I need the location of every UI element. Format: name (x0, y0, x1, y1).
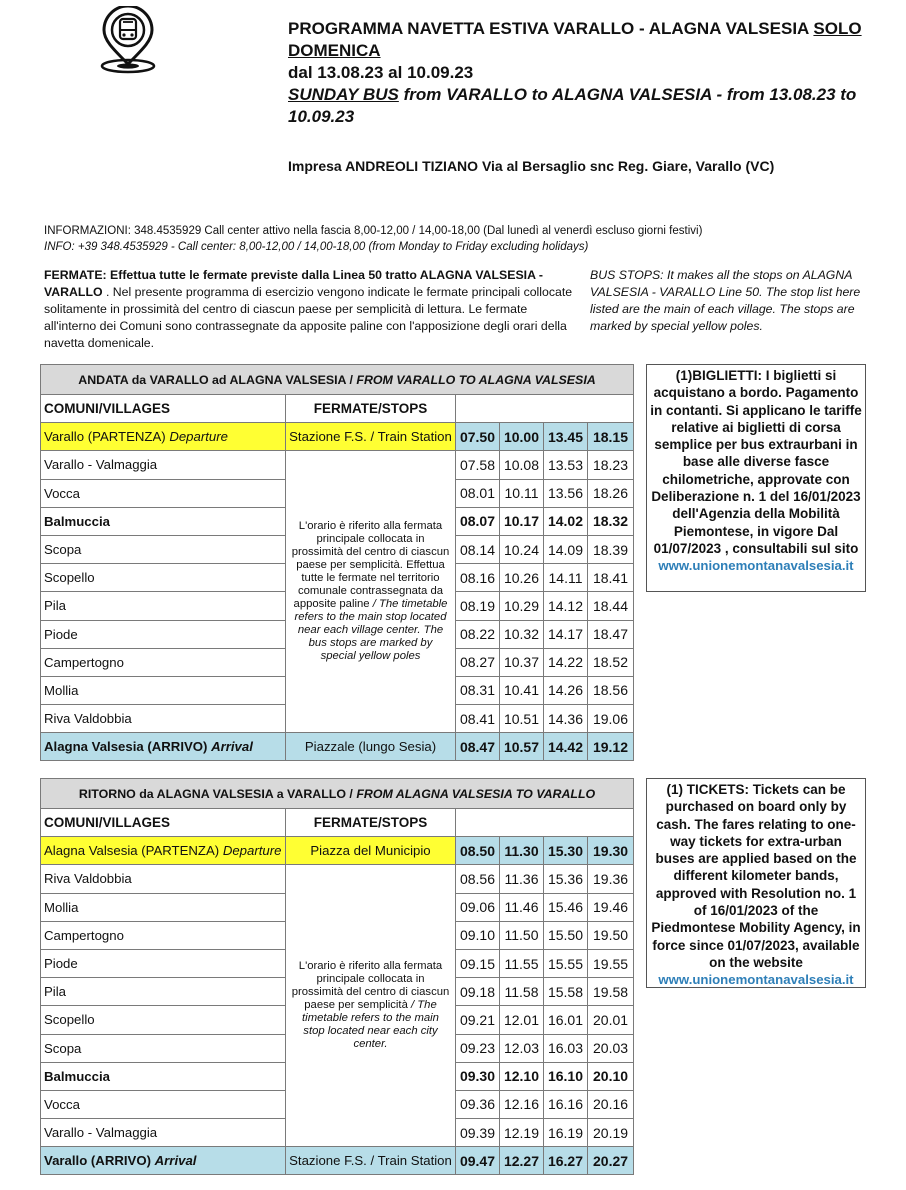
tickets-text-en: (1) TICKETS: Tickets can be purchased on board only by cash. The fares relating to one-way tickets for extra-urban buses are applied based on the different kilometer bands, approved with Resolution no. 1 of 16/01/2023 of the Piedmontese Mobility Agency, in force since 01/07/2023, available on the website (651, 782, 861, 970)
time-cell: 18.23 (588, 451, 634, 479)
time-cell: 12.01 (500, 1006, 544, 1034)
bus-stops-paragraph: BUS STOPS: It makes all the stops on ALAGNA VALSESIA - VARALLO Line 50. The stop list here listed are the main of each village. The stops are marked by special yellow poles. (590, 268, 861, 333)
stops-note: L'orario è riferito alla fermata principale collocata in prossimità del centro di ciascun paese per semplicità. Effettua tutte le fermate nel territorio comunale contrassegnata da apposite paline / The timetable refers to the main stop located near each village center. The bus stops are marked by special yellow poles (286, 451, 456, 733)
time-cell: 19.30 (588, 837, 634, 865)
time-cell: 10.37 (500, 648, 544, 676)
table-row (41, 1147, 634, 1175)
village-cell: Piode (41, 949, 286, 977)
village-cell: Balmuccia (41, 1062, 286, 1090)
time-cell: 12.27 (500, 1147, 544, 1175)
time-cell: 18.56 (588, 676, 634, 704)
col-times (456, 395, 634, 423)
time-cell: 15.50 (544, 921, 588, 949)
time-cell: 11.55 (500, 949, 544, 977)
company-line: Impresa ANDREOLI TIZIANO Via al Bersaglio snc Reg. Giare, Varallo (VC) (288, 158, 775, 174)
time-cell: 12.03 (500, 1034, 544, 1062)
time-cell: 14.02 (544, 507, 588, 535)
time-cell: 19.36 (588, 865, 634, 893)
time-cell: 15.58 (544, 978, 588, 1006)
table-row (41, 423, 634, 451)
time-cell: 10.26 (500, 564, 544, 592)
time-cell: 18.26 (588, 479, 634, 507)
village-cell: Vocca (41, 479, 286, 507)
village-cell: Riva Valdobbia (41, 705, 286, 733)
time-cell: 14.22 (544, 648, 588, 676)
bus-location-pin-icon (98, 6, 158, 74)
time-cell: 07.50 (456, 423, 500, 451)
time-cell: 09.23 (456, 1034, 500, 1062)
tickets-info-it (646, 364, 866, 592)
time-cell: 16.01 (544, 1006, 588, 1034)
time-cell: 14.11 (544, 564, 588, 592)
village-cell: Piode (41, 620, 286, 648)
village-cell: Riva Valdobbia (41, 865, 286, 893)
village-cell: Scopello (41, 564, 286, 592)
col-stops: FERMATE/STOPS (286, 809, 456, 837)
document-header (288, 18, 878, 128)
time-cell: 14.09 (544, 535, 588, 563)
time-cell: 10.41 (500, 676, 544, 704)
time-cell: 18.32 (588, 507, 634, 535)
program-dates: dal 13.08.23 al 10.09.23 (288, 63, 474, 82)
time-cell: 18.52 (588, 648, 634, 676)
time-cell: 11.58 (500, 978, 544, 1006)
village-cell: Balmuccia (41, 507, 286, 535)
program-title-en: SUNDAY BUS from VARALLO to ALAGNA VALSESIA - from 13.08.23 to 10.09.23 (288, 85, 857, 126)
time-cell: 07.58 (456, 451, 500, 479)
time-cell: 09.39 (456, 1119, 500, 1147)
time-cell: 08.22 (456, 620, 500, 648)
info-block (44, 223, 702, 255)
table-row (41, 837, 634, 865)
village-cell: Scopa (41, 1034, 286, 1062)
website-link[interactable]: www.unionemontanavalsesia.it (658, 972, 854, 988)
col-stops: FERMATE/STOPS (286, 395, 456, 423)
time-cell: 19.06 (588, 705, 634, 733)
time-cell: 15.46 (544, 893, 588, 921)
village-cell: Vocca (41, 1090, 286, 1118)
time-cell: 13.53 (544, 451, 588, 479)
time-cell: 10.57 (500, 733, 544, 761)
village-cell: Mollia (41, 893, 286, 921)
return-title: RITORNO da ALAGNA VALSESIA a VARALLO / FROM ALAGNA VALSESIA TO VARALLO (41, 779, 634, 809)
table-row (41, 451, 634, 479)
village-cell: Campertogno (41, 921, 286, 949)
time-cell: 10.24 (500, 535, 544, 563)
stops-note: L'orario è riferito alla fermata principale collocata in prossimità del centro di ciascun paese per semplicità / The timetable refers to the main stop located near each city center. (286, 865, 456, 1147)
table-row (41, 733, 634, 761)
time-cell: 09.10 (456, 921, 500, 949)
time-cell: 10.11 (500, 479, 544, 507)
time-cell: 14.36 (544, 705, 588, 733)
time-cell: 08.19 (456, 592, 500, 620)
time-cell: 08.27 (456, 648, 500, 676)
time-cell: 08.07 (456, 507, 500, 535)
village-cell: Scopa (41, 535, 286, 563)
village-cell: Varallo - Valmaggia (41, 1119, 286, 1147)
time-cell: 16.27 (544, 1147, 588, 1175)
village-cell: Alagna Valsesia (PARTENZA) Departure (41, 837, 286, 865)
stop-cell: Piazzale (lungo Sesia) (286, 733, 456, 761)
village-cell: Pila (41, 592, 286, 620)
table-row (41, 865, 634, 893)
village-cell: Campertogno (41, 648, 286, 676)
time-cell: 08.14 (456, 535, 500, 563)
time-cell: 18.47 (588, 620, 634, 648)
return-timetable (40, 778, 634, 1175)
time-cell: 16.10 (544, 1062, 588, 1090)
time-cell: 12.16 (500, 1090, 544, 1118)
time-cell: 08.01 (456, 479, 500, 507)
time-cell: 18.44 (588, 592, 634, 620)
time-cell: 16.19 (544, 1119, 588, 1147)
time-cell: 19.46 (588, 893, 634, 921)
outbound-title: ANDATA da VARALLO ad ALAGNA VALSESIA / FROM VARALLO TO ALAGNA VALSESIA (41, 365, 634, 395)
tickets-text-it: (1)BIGLIETTI: I biglietti si acquistano a bordo. Pagamento in contanti. Si applicano le tariffe relative ai biglietti di corsa semplice per bus extraurbani in base alle diverse fasce chilometriche, approvate con Deliberazione n. 1 del 16/01/2023 dell'Agenzia della Mobilità Piemontese, in vigore Dal 01/07/2023 , consultabili sul sito (650, 368, 862, 556)
stop-cell: Piazza del Municipio (286, 837, 456, 865)
time-cell: 13.45 (544, 423, 588, 451)
time-cell: 20.01 (588, 1006, 634, 1034)
time-cell: 12.19 (500, 1119, 544, 1147)
time-cell: 16.16 (544, 1090, 588, 1118)
time-cell: 14.42 (544, 733, 588, 761)
time-cell: 10.29 (500, 592, 544, 620)
info-line-en: INFO: +39 348.4535929 - Call center: 8,00-12,00 / 14,00-18,00 (from Monday to Friday excluding holidays) (44, 241, 589, 253)
time-cell: 09.18 (456, 978, 500, 1006)
outbound-timetable (40, 364, 634, 761)
time-cell: 10.17 (500, 507, 544, 535)
village-cell: Alagna Valsesia (ARRIVO) Arrival (41, 733, 286, 761)
time-cell: 09.36 (456, 1090, 500, 1118)
time-cell: 09.15 (456, 949, 500, 977)
time-cell: 12.10 (500, 1062, 544, 1090)
village-cell: Varallo (PARTENZA) Departure (41, 423, 286, 451)
time-cell: 14.26 (544, 676, 588, 704)
col-villages: COMUNI/VILLAGES (41, 809, 286, 837)
time-cell: 18.39 (588, 535, 634, 563)
time-cell: 11.30 (500, 837, 544, 865)
time-cell: 19.50 (588, 921, 634, 949)
time-cell: 08.31 (456, 676, 500, 704)
program-title: PROGRAMMA NAVETTA ESTIVA VARALLO - ALAGNA VALSESIA SOLO DOMENICA (288, 19, 862, 60)
time-cell: 19.55 (588, 949, 634, 977)
time-cell: 11.46 (500, 893, 544, 921)
time-cell: 10.51 (500, 705, 544, 733)
time-cell: 09.47 (456, 1147, 500, 1175)
time-cell: 14.17 (544, 620, 588, 648)
col-times (456, 809, 634, 837)
time-cell: 08.16 (456, 564, 500, 592)
village-cell: Varallo (ARRIVO) Arrival (41, 1147, 286, 1175)
time-cell: 18.41 (588, 564, 634, 592)
village-cell: Pila (41, 978, 286, 1006)
time-cell: 19.12 (588, 733, 634, 761)
fermate-paragraph: FERMATE: Effettua tutte le fermate previste dalla Linea 50 tratto ALAGNA VALSESIA - VARALLO . Nel presente programma di esercizio vengono indicate le fermate principali collocate solitamente in prossimità del centro di ciascun paese per semplicità di lettura. Le fermate all'interno dei Comuni sono contrassegnate da apposite paline con l'apposizione degli orari della navetta domenicale. (44, 268, 573, 350)
col-villages: COMUNI/VILLAGES (41, 395, 286, 423)
time-cell: 09.06 (456, 893, 500, 921)
time-cell: 15.55 (544, 949, 588, 977)
time-cell: 08.47 (456, 733, 500, 761)
time-cell: 11.50 (500, 921, 544, 949)
time-cell: 19.58 (588, 978, 634, 1006)
village-cell: Scopello (41, 1006, 286, 1034)
time-cell: 20.19 (588, 1119, 634, 1147)
stop-cell: Stazione F.S. / Train Station (286, 1147, 456, 1175)
time-cell: 13.56 (544, 479, 588, 507)
info-line-it: INFORMAZIONI: 348.4535929 Call center attivo nella fascia 8,00-12,00 / 14,00-18,00 (Dal lunedì al venerdì escluso giorni festivi) (44, 225, 703, 237)
time-cell: 20.16 (588, 1090, 634, 1118)
time-cell: 14.12 (544, 592, 588, 620)
time-cell: 11.36 (500, 865, 544, 893)
time-cell: 20.10 (588, 1062, 634, 1090)
time-cell: 08.56 (456, 865, 500, 893)
stop-cell: Stazione F.S. / Train Station (286, 423, 456, 451)
time-cell: 09.30 (456, 1062, 500, 1090)
tickets-info-en (646, 778, 866, 988)
time-cell: 18.15 (588, 423, 634, 451)
time-cell: 08.41 (456, 705, 500, 733)
time-cell: 20.03 (588, 1034, 634, 1062)
time-cell: 16.03 (544, 1034, 588, 1062)
time-cell: 10.00 (500, 423, 544, 451)
time-cell: 15.30 (544, 837, 588, 865)
time-cell: 20.27 (588, 1147, 634, 1175)
time-cell: 10.08 (500, 451, 544, 479)
time-cell: 15.36 (544, 865, 588, 893)
time-cell: 08.50 (456, 837, 500, 865)
village-cell: Mollia (41, 676, 286, 704)
time-cell: 09.21 (456, 1006, 500, 1034)
village-cell: Varallo - Valmaggia (41, 451, 286, 479)
website-link[interactable]: www.unionemontanavalsesia.it (658, 558, 854, 574)
time-cell: 10.32 (500, 620, 544, 648)
